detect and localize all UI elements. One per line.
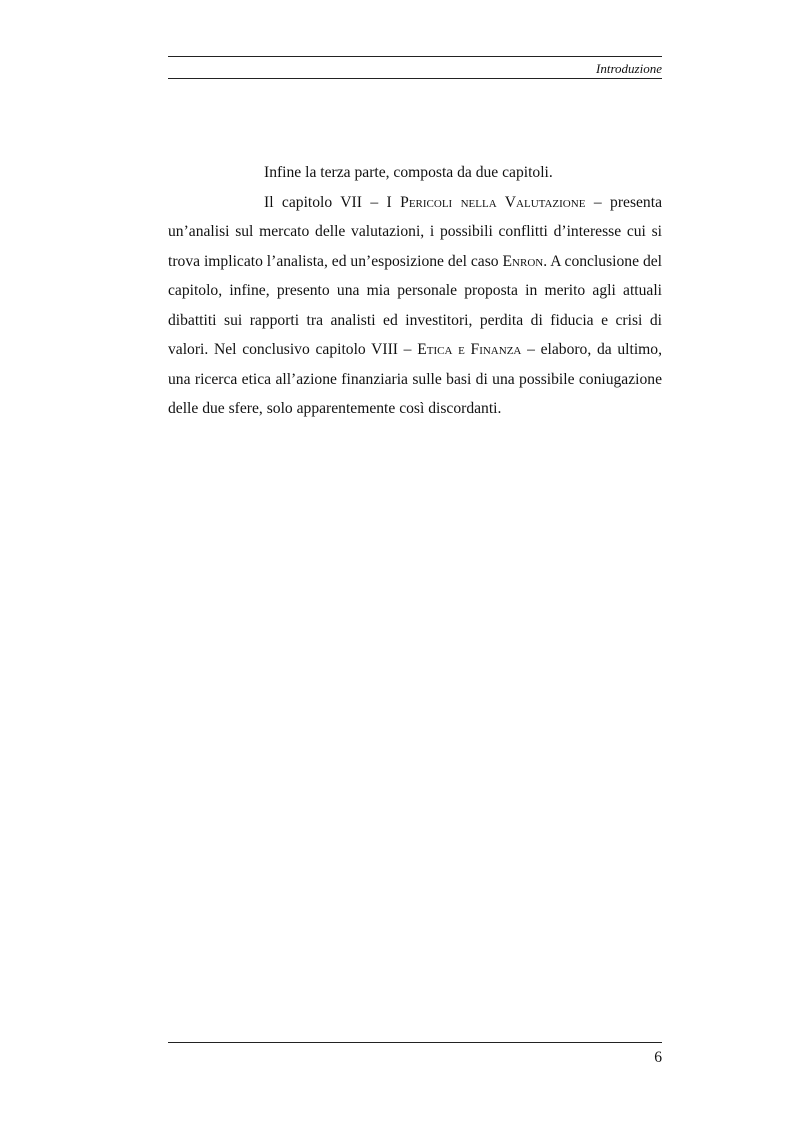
running-header-title: Introduzione <box>596 61 662 76</box>
page-number: 6 <box>654 1049 662 1066</box>
body-text <box>168 158 662 424</box>
header-rule-top <box>168 56 662 57</box>
paragraph-text-1: Il capitolo VII – <box>264 193 387 211</box>
paragraph-chapters <box>168 188 662 424</box>
paragraph-text-2: – presenta un’analisi sul mercato delle valutazioni, i possibili conflitti d’interesse cui si trova implicato l’analista, ed un’esposizione del caso <box>168 193 662 270</box>
paragraph-text-4: – elaboro, da ultimo, una ricerca etica all’azione finanziaria sulle basi di una possibile coniugazione delle due sfere, solo apparentemente così discordanti. <box>168 341 663 417</box>
header-rule-bottom <box>168 78 662 79</box>
paragraph-intro: Infine la terza parte, composta da due capitoli. <box>264 164 553 181</box>
case-name-enron: Enron <box>502 252 544 270</box>
paragraph-text-3: . A conclusione del capitolo, infine, presento una mia personale proposta in merito agli attuali dibattiti sui rapporti tra analisti ed investitori, perdita di fiducia e crisi di valori. Nel conclusivo capitolo VIII – <box>168 252 662 358</box>
chapter-title-etica: Etica e Finanza <box>417 341 522 358</box>
footer-rule <box>168 1042 662 1043</box>
chapter-title-pericoli: I Pericoli nella Valutazione <box>386 193 586 211</box>
